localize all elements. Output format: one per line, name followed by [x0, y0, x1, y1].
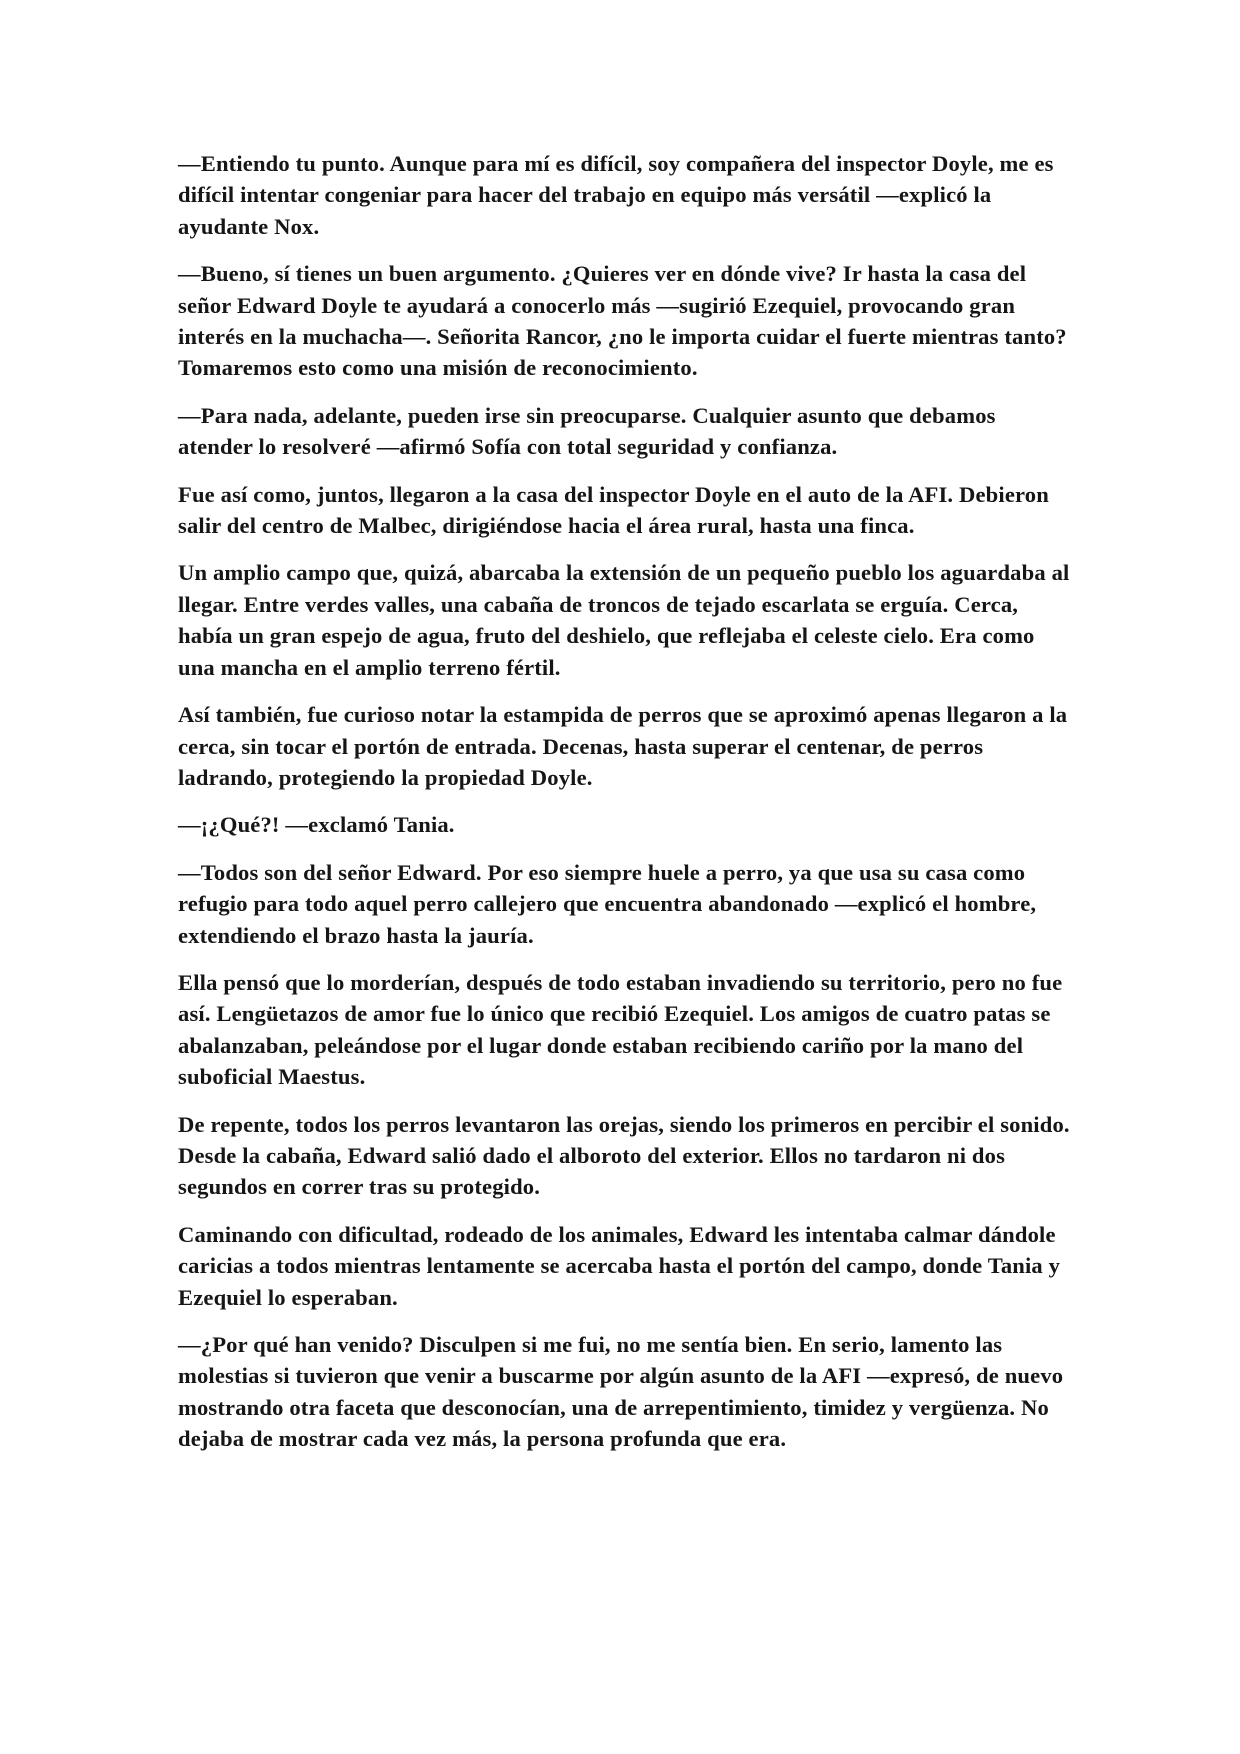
paragraph: Un amplio campo que, quizá, abarcaba la extensión de un pequeño pueblo los aguardaba al llegar. Entre verdes valles, una cabaña de troncos de tejado escarlata se erguía. Cerca, había un gran espejo de agua, fruto del deshielo, que reflejaba el celeste cielo. Era como una mancha en el amplio terreno fértil. — [178, 560, 1070, 680]
paragraph: Caminando con dificultad, rodeado de los animales, Edward les intentaba calmar dándole caricias a todos mientras lentamente se acercaba hasta el portón del campo, donde Tania y Ezequiel lo esperaban. — [178, 1221, 1061, 1310]
paragraph: —Para nada, adelante, pueden irse sin preocuparse. Cualquier asunto que debamos atender lo resolveré —afirmó Sofía con total seguridad y confianza. — [178, 402, 996, 460]
paragraph: Ella pensó que lo morderían, después de todo estaban invadiendo su territorio, pero no fue así. Lengüetazos de amor fue lo único que recibió Ezequiel. Los amigos de cuatro patas se abalanzaban, peleándose por el lugar donde estaban recibiendo cariño por la mano del suboficial Maestus. — [178, 969, 1063, 1090]
document-page — [178, 148, 1072, 1471]
paragraph: Así también, fue curioso notar la estampida de perros que se aproximó apenas llegaron a la cerca, sin tocar el portón de entrada. Decenas, hasta superar el centenar, de perros ladrando, protegiendo la propiedad Doyle. — [178, 702, 1068, 790]
paragraph: —Bueno, sí tienes un buen argumento. ¿Quieres ver en dónde vive? Ir hasta la casa del señor Edward Doyle te ayudará a conocerlo más —sugirió Ezequiel, provocando gran interés en la muchacha—. Señorita Rancor, ¿no le importa cuidar el fuerte mientras tanto? Tomaremos esto como una misión de reconocimiento. — [178, 261, 1067, 381]
paragraph: De repente, todos los perros levantaron las orejas, siendo los primeros en percibir el sonido. Desde la cabaña, Edward salió dado el alboroto del exterior. Ellos no tardaron ni dos segundos en correr tras su protegido. — [178, 1111, 1070, 1200]
paragraph: —Entiendo tu punto. Aunque para mí es difícil, soy compañera del inspector Doyle, me es difícil intentar congeniar para hacer del trabajo en equipo más versátil —explicó la ayudante Nox. — [178, 151, 1054, 239]
paragraph: —Todos son del señor Edward. Por eso siempre huele a perro, ya que usa su casa como refugio para todo aquel perro callejero que encuentra abandonado —explicó el hombre, extendiendo el brazo hasta la jauría. — [178, 859, 1037, 948]
paragraph: Fue así como, juntos, llegaron a la casa del inspector Doyle en el auto de la AFI. Debieron salir del centro de Malbec, dirigiéndose hacia el área rural, hasta una finca. — [178, 481, 1049, 539]
paragraph: —¡¿Qué?! —exclamó Tania. — [178, 812, 455, 838]
paragraph: —¿Por qué han venido? Disculpen si me fui, no me sentía bien. En serio, lamento las molestias si tuvieron que venir a buscarme por algún asunto de la AFI —expresó, de nuevo mostrando otra faceta que desconocían, una de arrepentimiento, timidez y vergüenza. No dejaba de mostrar cada vez más, la persona profunda que era. — [178, 1332, 1064, 1452]
